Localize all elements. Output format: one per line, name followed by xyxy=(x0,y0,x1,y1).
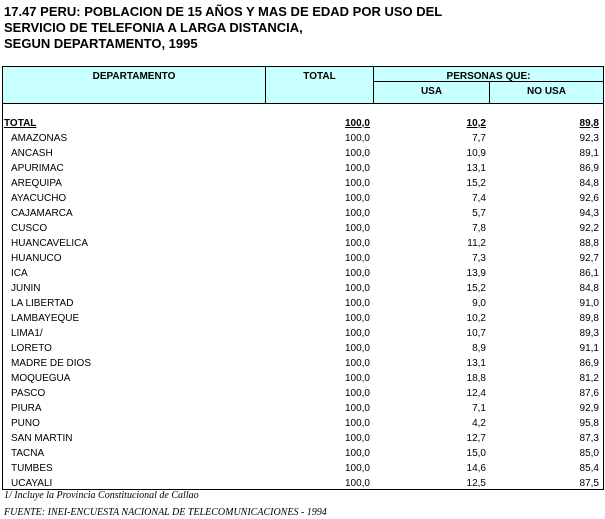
table-row xyxy=(3,296,603,311)
data-table xyxy=(2,66,604,490)
table-row xyxy=(3,446,603,461)
row-usa-value: 13,1 xyxy=(466,163,486,174)
row-department: LORETO xyxy=(11,343,52,354)
row-no-usa-value: 86,9 xyxy=(579,358,599,369)
row-no-usa-value: 85,0 xyxy=(579,448,599,459)
row-department: PASCO xyxy=(11,388,46,399)
row-usa-value: 10,2 xyxy=(466,313,486,324)
table-row xyxy=(3,476,603,491)
row-department: AREQUIPA xyxy=(11,178,62,189)
row-no-usa-value: 86,9 xyxy=(579,163,599,174)
header-departamento: DEPARTAMENTO xyxy=(92,71,176,82)
table-row xyxy=(3,416,603,431)
row-usa-value: 18,8 xyxy=(466,373,486,384)
row-total-value: 100,0 xyxy=(344,148,370,159)
row-usa-value: 7,1 xyxy=(472,403,486,414)
row-no-usa-value: 89,3 xyxy=(579,328,599,339)
row-usa-value: 15,2 xyxy=(466,283,486,294)
table-row xyxy=(3,341,603,356)
row-total-value: 100,0 xyxy=(344,283,370,294)
row-usa-value: 13,1 xyxy=(466,358,486,369)
row-no-usa-value: 92,6 xyxy=(579,193,599,204)
table-row xyxy=(3,131,603,146)
row-total-value: 100,0 xyxy=(344,193,370,204)
row-department: APURIMAC xyxy=(11,163,64,174)
row-usa-value: 7,4 xyxy=(472,193,486,204)
row-total-value: 100,0 xyxy=(344,298,370,309)
row-no-usa-value: 81,2 xyxy=(579,373,599,384)
table-body xyxy=(3,116,603,491)
row-usa-value: 8,9 xyxy=(472,343,486,354)
table-row xyxy=(3,266,603,281)
row-department: LAMBAYEQUE xyxy=(11,313,80,324)
row-usa-value: 10,7 xyxy=(466,328,486,339)
row-department: MOQUEGUA xyxy=(11,373,71,384)
table-row xyxy=(3,431,603,446)
row-no-usa-value: 92,2 xyxy=(579,223,599,234)
row-usa-value: 14,6 xyxy=(466,463,486,474)
row-total-value: 100,0 xyxy=(344,118,370,129)
table-row xyxy=(3,281,603,296)
title-line-1: 17.47 PERU: POBLACION DE 15 AÑOS Y MAS DE EDAD POR USO DEL xyxy=(4,4,443,19)
row-department: AYACUCHO xyxy=(11,193,67,204)
table-row xyxy=(3,146,603,161)
row-total-value: 100,0 xyxy=(344,448,370,459)
row-total-value: 100,0 xyxy=(344,208,370,219)
row-total-value: 100,0 xyxy=(344,358,370,369)
row-total-value: 100,0 xyxy=(344,478,370,489)
row-no-usa-value: 87,6 xyxy=(579,388,599,399)
row-usa-value: 7,3 xyxy=(472,253,486,264)
header-no-usa: NO USA xyxy=(527,86,566,97)
row-total-value: 100,0 xyxy=(344,238,370,249)
table-row xyxy=(3,236,603,251)
row-usa-value: 12,7 xyxy=(466,433,486,444)
row-total-value: 100,0 xyxy=(344,418,370,429)
row-department: TACNA xyxy=(11,448,45,459)
header-personas-que: PERSONAS QUE: xyxy=(446,71,531,82)
row-total-value: 100,0 xyxy=(344,268,370,279)
row-no-usa-value: 84,8 xyxy=(579,178,599,189)
row-no-usa-value: 87,5 xyxy=(579,478,599,489)
title-line-2: SERVICIO DE TELEFONIA A LARGA DISTANCIA, xyxy=(4,20,303,35)
table-row xyxy=(3,371,603,386)
row-department: TUMBES xyxy=(11,463,53,474)
row-no-usa-value: 92,7 xyxy=(579,253,599,264)
table-row xyxy=(3,386,603,401)
row-no-usa-value: 92,3 xyxy=(579,133,599,144)
row-department: LA LIBERTAD xyxy=(11,298,74,309)
row-department: HUANUCO xyxy=(11,253,62,264)
row-no-usa-value: 87,3 xyxy=(579,433,599,444)
row-department: ANCASH xyxy=(11,148,53,159)
row-total-value: 100,0 xyxy=(344,343,370,354)
row-no-usa-value: 88,8 xyxy=(579,238,599,249)
row-total-value: 100,0 xyxy=(344,313,370,324)
row-usa-value: 11,2 xyxy=(467,238,486,249)
table-row xyxy=(3,221,603,236)
row-total-value: 100,0 xyxy=(344,133,370,144)
row-no-usa-value: 91,1 xyxy=(579,343,599,354)
row-total-value: 100,0 xyxy=(344,463,370,474)
row-no-usa-value: 89,1 xyxy=(579,148,599,159)
row-usa-value: 7,8 xyxy=(472,223,486,234)
table-row xyxy=(3,161,603,176)
title-line-3: SEGUN DEPARTAMENTO, 1995 xyxy=(4,36,198,51)
table-row xyxy=(3,251,603,266)
row-no-usa-value: 86,1 xyxy=(579,268,599,279)
row-no-usa-value: 85,4 xyxy=(579,463,599,474)
row-no-usa-value: 95,8 xyxy=(579,418,599,429)
document-title xyxy=(4,4,442,52)
row-no-usa-value: 91,0 xyxy=(579,298,599,309)
row-no-usa-value: 84,8 xyxy=(579,283,599,294)
row-total-value: 100,0 xyxy=(344,373,370,384)
row-department: PUNO xyxy=(11,418,40,429)
row-usa-value: 12,4 xyxy=(466,388,486,399)
row-usa-value: 4,2 xyxy=(472,418,486,429)
row-usa-value: 15,0 xyxy=(466,448,486,459)
row-total-value: 100,0 xyxy=(344,328,370,339)
row-total-value: 100,0 xyxy=(344,403,370,414)
row-total-value: 100,0 xyxy=(344,433,370,444)
row-department: SAN MARTIN xyxy=(11,433,73,444)
row-total-value: 100,0 xyxy=(344,253,370,264)
row-total-value: 100,0 xyxy=(344,163,370,174)
row-no-usa-value: 92,9 xyxy=(579,403,599,414)
table-row xyxy=(3,356,603,371)
footnote: 1/ Incluye la Provincia Constitucional de Callao xyxy=(4,490,199,501)
row-department: PIURA xyxy=(11,403,42,414)
row-usa-value: 7,7 xyxy=(472,133,486,144)
row-usa-value: 10,9 xyxy=(466,148,486,159)
table-row xyxy=(3,326,603,341)
row-department: AMAZONAS xyxy=(11,133,68,144)
row-total-value: 100,0 xyxy=(344,388,370,399)
header-total: TOTAL xyxy=(303,71,336,82)
row-usa-value: 12,5 xyxy=(466,478,486,489)
table-row xyxy=(3,176,603,191)
header-usa: USA xyxy=(420,86,443,97)
table-row xyxy=(3,206,603,221)
row-total-value: 100,0 xyxy=(344,223,370,234)
source-note: FUENTE: INEI-ENCUESTA NACIONAL DE TELECOMUNICACIONES - 1994 xyxy=(4,507,327,518)
table-row xyxy=(3,191,603,206)
row-department: CUSCO xyxy=(11,223,48,234)
table-row xyxy=(3,461,603,476)
row-department: CAJAMARCA xyxy=(11,208,73,219)
table-row-total xyxy=(3,116,603,131)
row-usa-value: 10,2 xyxy=(466,118,486,129)
row-usa-value: 9,0 xyxy=(472,298,486,309)
table-row xyxy=(3,401,603,416)
row-department: TOTAL xyxy=(4,118,37,129)
row-department: JUNIN xyxy=(11,283,41,294)
row-no-usa-value: 89,8 xyxy=(579,313,599,324)
row-usa-value: 5,7 xyxy=(472,208,486,219)
row-department: ICA xyxy=(11,268,28,279)
row-department: HUANCAVELICA xyxy=(11,238,89,249)
row-department: UCAYALI xyxy=(11,478,53,489)
row-no-usa-value: 89,8 xyxy=(579,118,599,129)
row-department: LIMA1/ xyxy=(11,328,43,339)
table-row xyxy=(3,311,603,326)
row-usa-value: 13,9 xyxy=(466,268,486,279)
row-usa-value: 15,2 xyxy=(466,178,486,189)
row-no-usa-value: 94,3 xyxy=(579,208,599,219)
row-department: MADRE DE DIOS xyxy=(11,358,92,369)
row-total-value: 100,0 xyxy=(344,178,370,189)
